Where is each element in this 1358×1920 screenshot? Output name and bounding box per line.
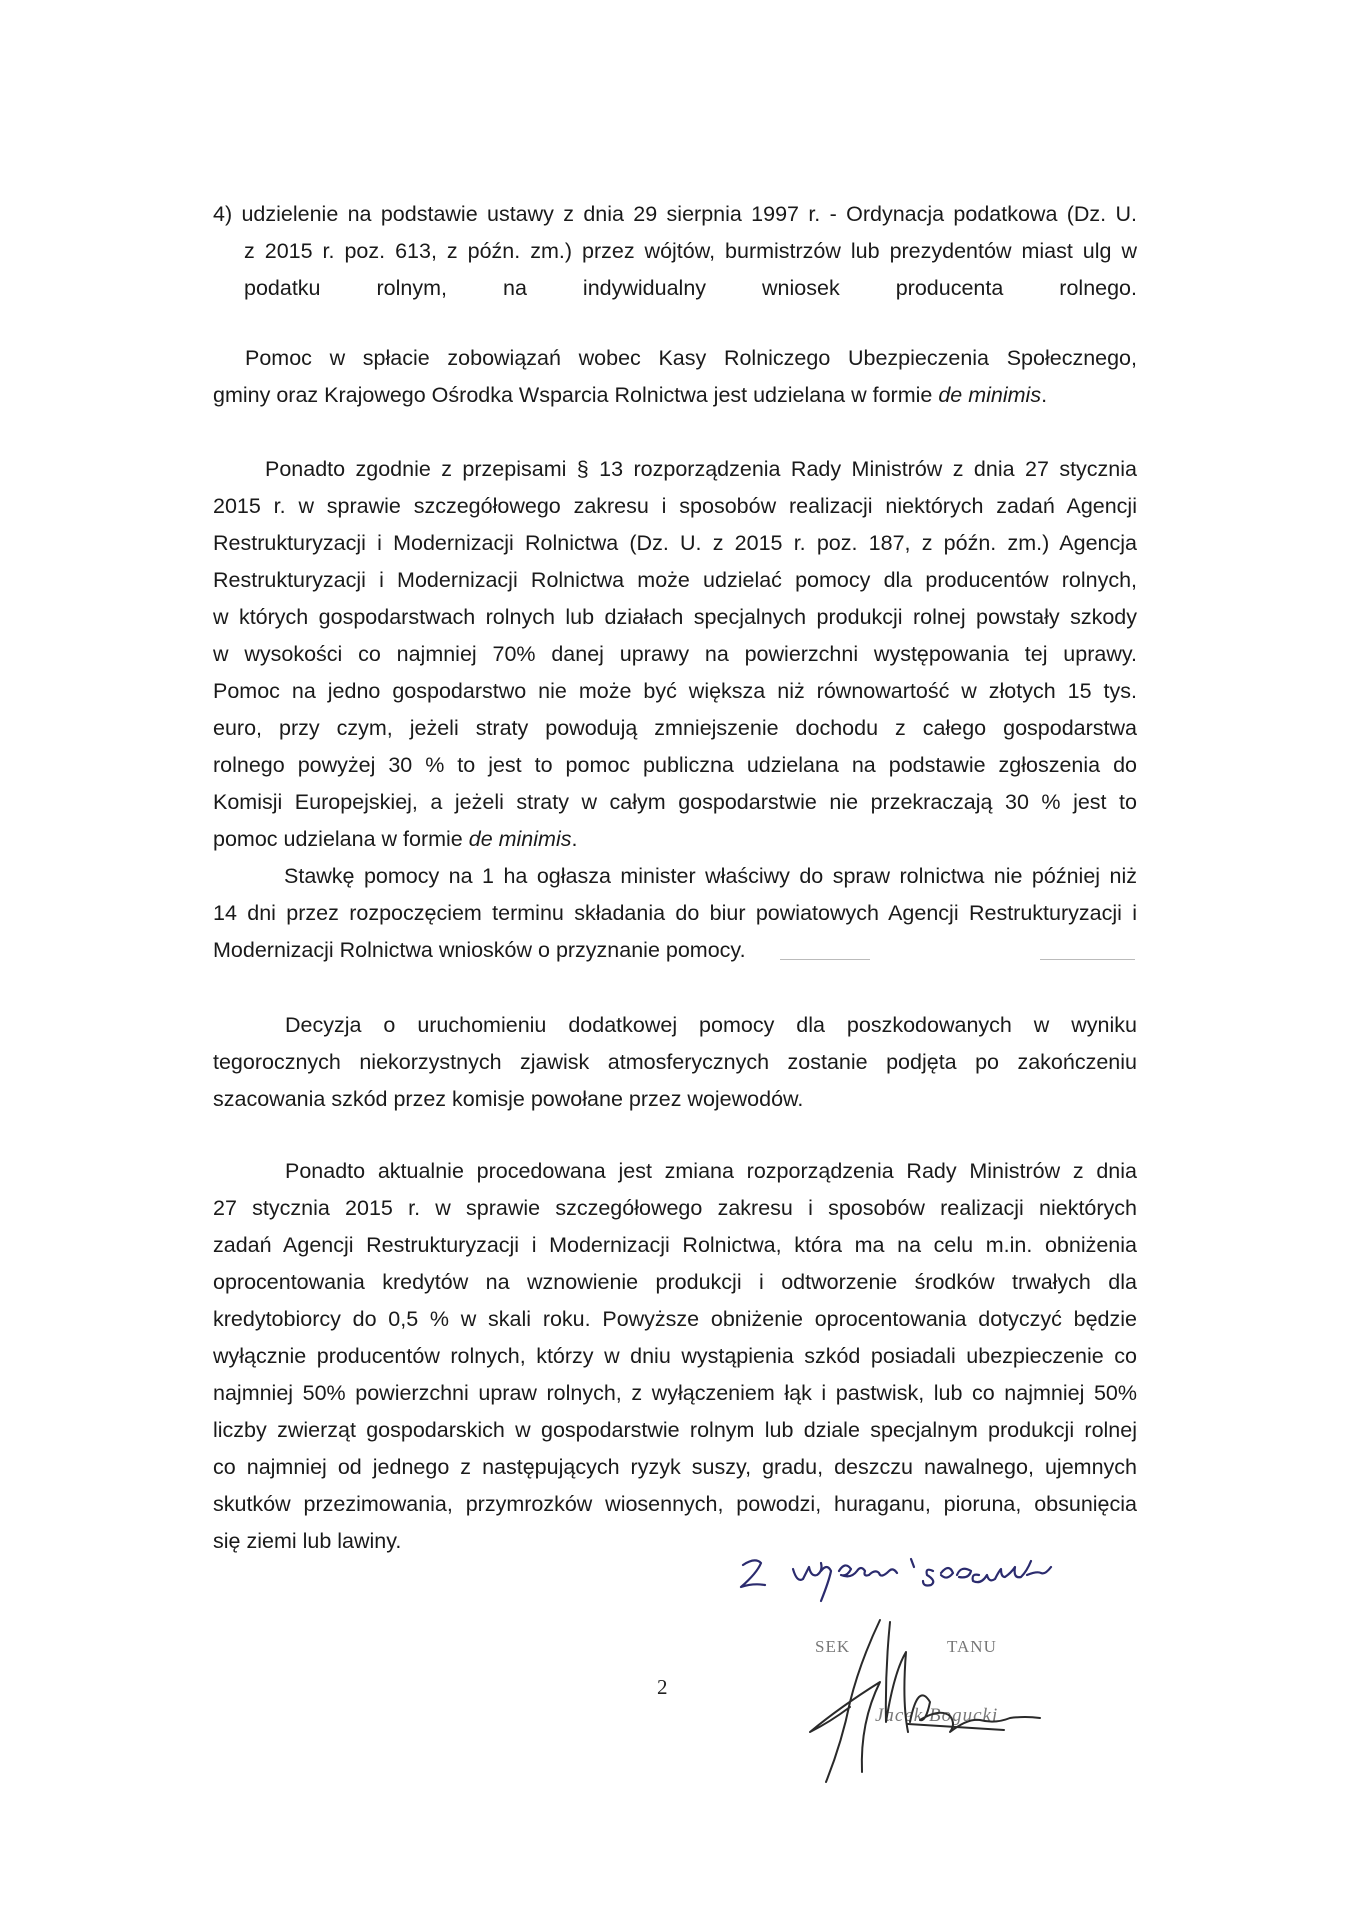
text-line: 2015 r. w sprawie szczegółowego zakresu i sposobów realizacji niektórych zadań Agencji <box>213 494 1137 518</box>
stamp-text: TANU <box>947 1637 997 1656</box>
page-number: 2 <box>657 1675 668 1699</box>
text-line: liczby zwierząt gospodarskich w gospodarstwie rolnym lub dziale specjalnym produkcji rolnej <box>213 1418 1137 1442</box>
text-line: pomoc udzielana w formie de minimis. <box>213 827 578 851</box>
text-line: oprocentowania kredytów na wznowienie produkcji i odtworzenie środków trwałych dla <box>213 1270 1137 1294</box>
text-line: Komisji Europejskiej, a jeżeli straty w całym gospodarstwie nie przekraczają 30 % jest to <box>213 790 1137 814</box>
text-line: euro, przy czym, jeżeli straty powodują zmniejszenie dochodu z całego gospodarstwa <box>213 716 1137 740</box>
text-line: rolnego powyżej 30 % to jest to pomoc publiczna udzielana na podstawie zgłoszenia do <box>213 753 1137 777</box>
signature <box>790 1612 1050 1797</box>
text-line: tegorocznych niekorzystnych zjawisk atmosferycznych zostanie podjęta po zakończeniu <box>213 1050 1137 1074</box>
handwritten-note <box>735 1545 1155 1605</box>
paragraph-decyzja <box>213 1007 1137 1118</box>
text-line: 14 dni przez rozpoczęciem terminu składania do biur powiatowych Agencji Restrukturyzacji i <box>213 901 1137 925</box>
text-line: zadań Agencji Restrukturyzacji i Modernizacji Rolnictwa, która ma na celu m.in. obniżenia <box>213 1233 1137 1257</box>
text-line: najmniej 50% powierzchni upraw rolnych, z wyłączeniem łąk i pastwisk, lub co najmniej 50% <box>213 1381 1137 1405</box>
paragraph-stawka <box>213 858 1137 969</box>
paragraph-ponadto <box>213 451 1137 858</box>
paragraph-pomoc <box>213 340 1137 414</box>
text-line: się ziemi lub lawiny. <box>213 1529 402 1553</box>
text-line: Decyzja o uruchomieniu dodatkowej pomocy dla poszkodowanych w wyniku <box>285 1013 1137 1037</box>
paragraph-procedowana <box>213 1153 1137 1560</box>
text-line: wyłącznie producentów rolnych, którzy w dniu wystąpienia szkód posiadali ubezpieczenie co <box>213 1344 1137 1368</box>
text-line: 4) udzielenie na podstawie ustawy z dnia 29 sierpnia 1997 r. - Ordynacja podatkowa (Dz. U. <box>213 202 1137 226</box>
text-line: co najmniej od jednego z następujących ryzyk suszy, gradu, deszczu nawalnego, ujemnych <box>213 1455 1137 1479</box>
paragraph-item-4 <box>213 196 1137 307</box>
text-line: skutków przezimowania, przymrozków wiosennych, powodzi, huraganu, pioruna, obsunięcia <box>213 1492 1137 1516</box>
scan-line <box>780 959 870 960</box>
text-line: Modernizacji Rolnictwa wniosków o przyznanie pomocy. <box>213 938 746 962</box>
text-line: Ponadto aktualnie procedowana jest zmiana rozporządzenia Rady Ministrów z dnia <box>285 1159 1137 1183</box>
italic-term: de minimis <box>468 827 572 851</box>
text-line: Restrukturyzacji i Modernizacji Rolnictwa może udzielać pomocy dla producentów rolnych, <box>213 568 1137 592</box>
text-line: szacowania szkód przez komisje powołane przez wojewodów. <box>213 1087 804 1111</box>
italic-term: de minimis <box>938 383 1042 407</box>
text-line: gminy oraz Krajowego Ośrodka Wsparcia Rolnictwa jest udzielana w formie de minimis. <box>213 383 1048 407</box>
text-line: Pomoc na jedno gospodarstwo nie może być większa niż równowartość w złotych 15 tys. <box>213 679 1137 703</box>
text-line: Ponadto zgodnie z przepisami § 13 rozporządzenia Rady Ministrów z dnia 27 stycznia <box>265 457 1137 481</box>
text-line: w wysokości co najmniej 70% danej uprawy na powierzchni występowania tej uprawy. <box>213 642 1137 666</box>
stamp-text: SEK <box>815 1637 851 1656</box>
scan-line <box>1040 959 1135 960</box>
text-line: Stawkę pomocy na 1 ha ogłasza minister właściwy do spraw rolnictwa nie później niż <box>284 864 1137 888</box>
stamp-name: Jacek Bogucki <box>875 1705 999 1726</box>
text-line: Pomoc w spłacie zobowiązań wobec Kasy Rolniczego Ubezpieczenia Społecznego, <box>245 346 1137 370</box>
text-line: w których gospodarstwach rolnych lub działach specjalnych produkcji rolnej powstały szkody <box>213 605 1137 629</box>
text-line: Restrukturyzacji i Modernizacji Rolnictwa (Dz. U. z 2015 r. poz. 187, z późn. zm.) Agencja <box>213 531 1137 555</box>
text-line: z 2015 r. poz. 613, z późn. zm.) przez wójtów, burmistrzów lub prezydentów miast ulg w <box>244 239 1137 263</box>
text-line: kredytobiorcy do 0,5 % w skali roku. Powyższe obniżenie oprocentowania dotyczyć będzie <box>213 1307 1137 1331</box>
text-line: podatku rolnym, na indywidualny wniosek producenta rolnego. <box>244 276 1137 300</box>
text-line: 27 stycznia 2015 r. w sprawie szczegółowego zakresu i sposobów realizacji niektórych <box>213 1196 1137 1220</box>
